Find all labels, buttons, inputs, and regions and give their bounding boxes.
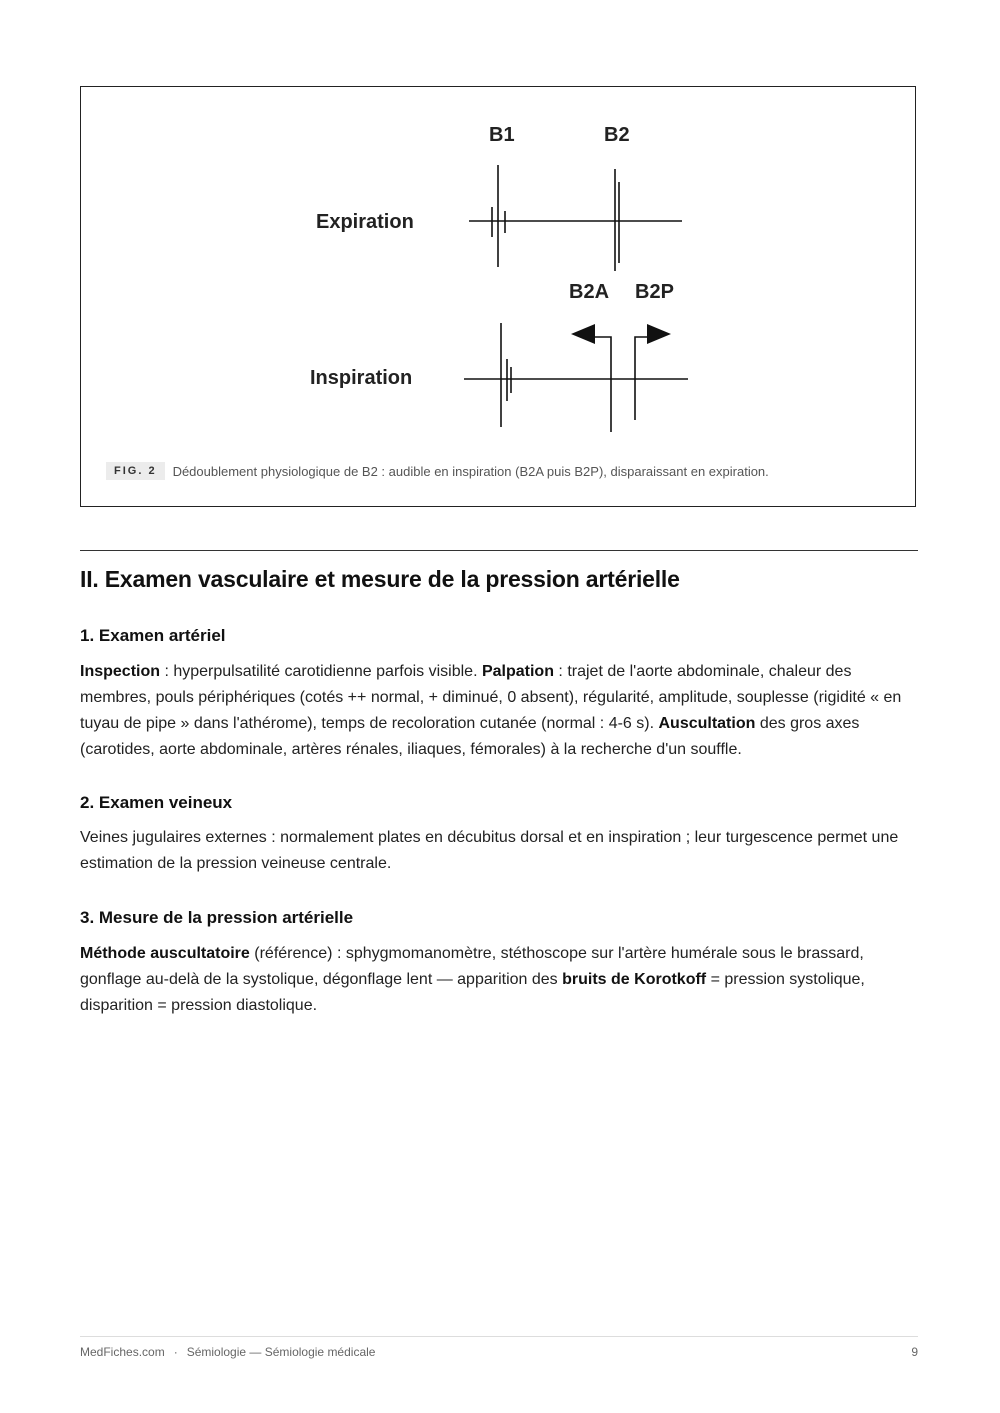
- footer-course: Sémiologie — Sémiologie médicale: [186, 1345, 376, 1359]
- term-auscultatory-method: Méthode auscultatoire: [80, 945, 250, 962]
- figure-caption-text: Dédoublement physiologique de B2 : audible en inspiration (B2A puis B2P), disparaissant en expiration.: [172, 463, 769, 479]
- term-korotkoff: bruits de Korotkoff: [562, 971, 707, 988]
- paragraph-arterial: Inspection : hyperpulsatilité carotidienne parfois visible. Palpation : trajet de l'aorte abdominale, chaleur des membres, pouls périphériques (cotés ++ normal, + diminué, 0 absent), régularité, amplitude, souplesse (rigidité « en tuyau de pipe » dans l'athérome), temps de recoloration cutanée (normal : 4-6 s). Auscultation des gros axes (carotides, aorte abdominale, artères rénales, iliaques, fémorales) à la recherche d'un souffle.: [80, 663, 902, 758]
- b2a-pointer: [588, 337, 611, 432]
- page-number: 9: [911, 1345, 918, 1359]
- page-footer: [80, 1345, 918, 1359]
- figure-tag: FIG. 2: [106, 462, 165, 480]
- heart-sound-diagram: [81, 87, 917, 447]
- section-title: II. Examen vasculaire et mesure de la pression artérielle: [80, 566, 680, 592]
- section-divider: [80, 550, 918, 551]
- label-b2: B2: [604, 124, 630, 146]
- term-auscultation: Auscultation: [658, 715, 756, 732]
- subsection-title-venous: 2. Examen veineux: [80, 793, 233, 812]
- label-b2p: B2P: [635, 281, 674, 303]
- term-inspection: Inspection: [80, 663, 161, 680]
- subsection-title-arterial: 1. Examen artériel: [80, 626, 226, 645]
- footer-separator: ·: [173, 1345, 178, 1359]
- term-palpation: Palpation: [481, 663, 554, 680]
- subsection-title-blood-pressure: 3. Mesure de la pression artérielle: [80, 908, 354, 927]
- b2p-arrowhead: [647, 324, 671, 344]
- figure-caption: [106, 462, 769, 480]
- b2a-arrowhead: [571, 324, 595, 344]
- paragraph-venous: Veines jugulaires externes : normalement plates en décubitus dorsal et en inspiration ; leur turgescence permet une estimation de la pression veineuse centrale.: [80, 829, 899, 872]
- paragraph-blood-pressure: Méthode auscultatoire (référence) : sphygmomanomètre, stéthoscope sur l'artère humérale sous le brassard, gonflage au-delà de la systolique, dégonflage lent — apparition des bruits de Korotkoff = pression systolique, disparition = pression diastolique.: [80, 945, 865, 1014]
- figure-box: [80, 86, 916, 507]
- footer-left: [80, 1345, 375, 1359]
- label-b1: B1: [489, 124, 515, 146]
- footer-divider: [80, 1336, 918, 1337]
- label-expiration: Expiration: [316, 211, 414, 233]
- label-inspiration: Inspiration: [310, 367, 413, 389]
- footer-site: MedFiches.com: [80, 1345, 165, 1359]
- label-b2a: B2A: [569, 281, 610, 303]
